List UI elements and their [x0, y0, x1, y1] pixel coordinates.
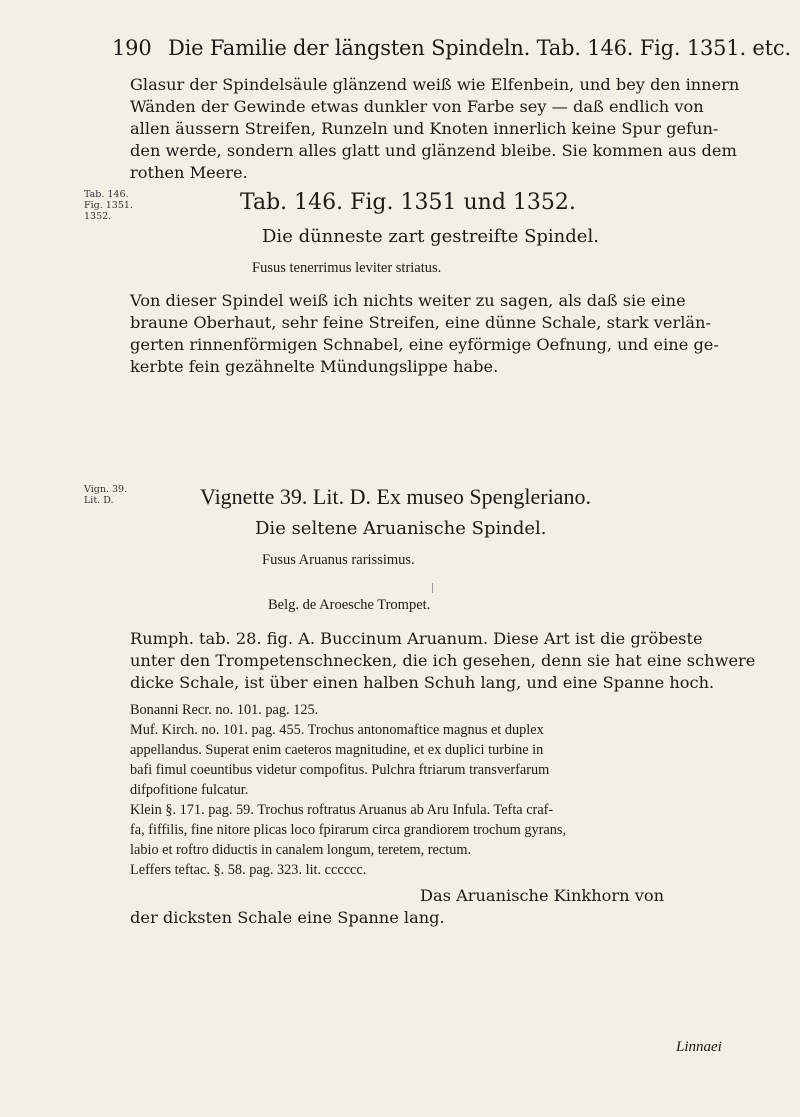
catchword: Linnaei: [676, 1039, 722, 1055]
margin-line: Tab. 146.: [84, 189, 129, 200]
text-line: den werde, sondern alles glatt und glänzend bleibe. Sie kommen aus dem: [130, 141, 737, 160]
section1-paragraph: [130, 290, 770, 378]
text-line: rothen Meere.: [130, 163, 248, 182]
text-line: unter den Trompetenschnecken, die ich gesehen, denn sie hat eine schwere: [130, 651, 756, 670]
text-line: dicke Schale, ist über einen halben Schuh lang, und eine Spanne hoch.: [130, 673, 715, 692]
page-number: 190: [112, 36, 152, 60]
text-line: Wänden der Gewinde etwas dunkler von Farbe sey — daß endlich von: [130, 97, 704, 116]
margin-line: Vign. 39.: [84, 484, 128, 495]
reference-line: bafi fimul coeuntibus videtur compofitus. Pulchra ftriarum transverfarum: [130, 762, 550, 778]
text-line: Rumph. tab. 28. fig. A. Buccinum Aruanum. Diese Art ist die gröbeste: [130, 629, 703, 648]
reference-line: Muf. Kirch. no. 101. pag. 455. Trochus antonomaftice magnus et duplex: [130, 722, 544, 738]
text-line: Von dieser Spindel weiß ich nichts weiter zu sagen, als daß sie eine: [130, 291, 686, 310]
intro-paragraph: [130, 74, 770, 184]
text-line: der dicksten Schale eine Spanne lang.: [130, 908, 445, 927]
text-line: allen äussern Streifen, Runzeln und Knoten innerlich keine Spur gefun-: [130, 119, 719, 138]
margin-line: Lit. D.: [84, 495, 114, 506]
tail-paragraph-2: [130, 907, 770, 929]
reference-line: appellandus. Superat enim caeteros magnitudine, et ex duplici turbine in: [130, 742, 544, 758]
reference-line: Bonanni Recr. no. 101. pag. 125.: [130, 702, 319, 718]
margin-line: Fig. 1351.: [84, 200, 133, 211]
text-line: braune Oberhaut, sehr feine Streifen, eine dünne Schale, stark verlän-: [130, 313, 711, 332]
section2-german-name: Die seltene Aruanische Spindel.: [255, 518, 547, 539]
divider-mark: [432, 583, 433, 593]
section2-belg-name: Belg. de Aroesche Trompet.: [268, 597, 431, 613]
reference-line: Leffers teftac. §. 58. pag. 323. lit. cccccc.: [130, 862, 367, 878]
rumph-paragraph: [130, 628, 770, 694]
reference-line: Klein §. 171. pag. 59. Trochus roftratus Aruanus ab Aru Infula. Tefta craf-: [130, 802, 554, 818]
reference-line: fa, fiffilis, fine nitore plicas loco fpirarum circa grandiorem trochum gyrans,: [130, 822, 567, 838]
section1-latin-name: Fusus tenerrimus leviter striatus.: [252, 260, 442, 276]
section2-latin-name: Fusus Aruanus rarissimus.: [262, 552, 415, 568]
margin-line: 1352.: [84, 211, 112, 222]
section2-heading: Vignette 39. Lit. D. Ex museo Spengleriano.: [200, 484, 591, 509]
running-title: Die Familie der längsten Spindeln. Tab. 146. Fig. 1351. etc.: [167, 36, 791, 60]
text-line: gerten rinnenförmigen Schnabel, eine eyförmige Oefnung, und eine ge-: [130, 335, 719, 354]
text-line: Glasur der Spindelsäule glänzend weiß wie Elfenbein, und bey den innern: [130, 75, 740, 94]
tail-paragraph: [420, 885, 770, 907]
running-header: [112, 36, 791, 60]
margin-note-vign: [84, 484, 127, 506]
reference-line: labio et roftro diductis in canalem longum, teretem, rectum.: [130, 842, 472, 858]
text-line: kerbte fein gezähnelte Mündungslippe habe.: [130, 357, 499, 376]
reference-line: difpofitione fulcatur.: [130, 782, 249, 798]
section1-german-name: Die dünneste zart gestreifte Spindel.: [262, 226, 599, 247]
section1-heading: Tab. 146. Fig. 1351 und 1352.: [240, 190, 576, 215]
text-line: Das Aruanische Kinkhorn von: [420, 886, 665, 905]
margin-note-tab: [84, 189, 133, 222]
references-paragraph: [130, 700, 770, 880]
